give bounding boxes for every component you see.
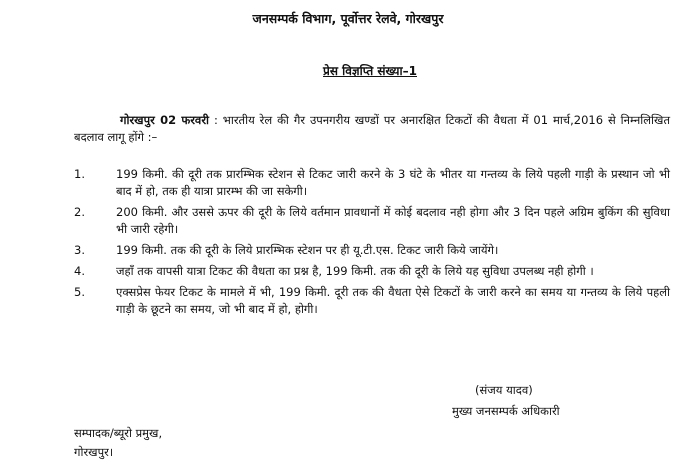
list-item [74, 204, 670, 238]
list-item-number: 3. [74, 243, 85, 257]
list-item-text: एक्सप्रेस फेयर टिकट के मामले में भी, 199 किमी. दूरी तक की वैधता ऐसे टिकटों के जारी करने का समय या गन्तव्य के लिये पहली गाड़ी के छूटने का समय, जो भी बाद में हो, होगी। [116, 285, 670, 316]
signatory-title: मुख्य जनसम्पर्क अधिकारी [452, 404, 560, 418]
press-release-title: प्रेस विज्ञप्ति संख्या–1 [323, 64, 417, 78]
signatory-name: (संजय यादव) [475, 383, 533, 397]
list-item-number: 4. [74, 264, 85, 278]
list-item [74, 242, 670, 259]
list-item-text: जहाँ तक वापसी यात्रा टिकट की वैधता का प्रश्न है, 199 किमी. तक की दूरी के लिये यह सुविधा उपलब्ध नही होगी । [116, 264, 594, 278]
list-item-number: 2. [74, 205, 85, 219]
list-item [74, 166, 670, 200]
recipient-city: गोरखपुर। [74, 445, 114, 459]
intro-separator: : [209, 113, 223, 127]
changes-list [74, 166, 670, 322]
list-item-text: 199 किमी. की दूरी तक प्रारम्भिक स्टेशन से टिकट जारी करने के 3 घंटे के भीतर या गन्तव्य के लिये पहली गाड़ी के प्रस्थान जो भी बाद में हो, तक ही यात्रा प्रारम्भ की जा सकेगी। [116, 167, 670, 198]
list-item [74, 284, 670, 318]
list-item-number: 5. [74, 285, 85, 299]
list-item-text: 200 किमी. और उससे ऊपर की दूरी के लिये वर्तमान प्रावधानों में कोई बदलाव नही होगा और 3 दिन पहले अग्रिम बुकिंग की सुविधा भी जारी रहेगी। [116, 205, 670, 236]
intro-paragraph [74, 112, 670, 146]
intro-body: भारतीय रेल की गैर उपनगरीय खण्डों पर अनारक्षित टिकटों की वैधता में 01 मार्च,2016 से निम्नलिखित बदलाव लागू होंगे :– [74, 113, 670, 144]
list-item [74, 263, 670, 280]
list-item-text: 199 किमी. तक की दूरी के लिये प्रारम्भिक स्टेशन पर ही यू.टी.एस. टिकट जारी किये जायेंगे। [116, 243, 499, 257]
location-date: गोरखपुर 02 फरवरी [120, 113, 210, 127]
list-item-number: 1. [74, 167, 85, 181]
recipient-line: सम्पादक/ब्यूरो प्रमुख, [74, 426, 163, 440]
department-header: जनसम्पर्क विभाग, पूर्वोत्तर रेलवे, गोरखपुर [252, 11, 444, 26]
